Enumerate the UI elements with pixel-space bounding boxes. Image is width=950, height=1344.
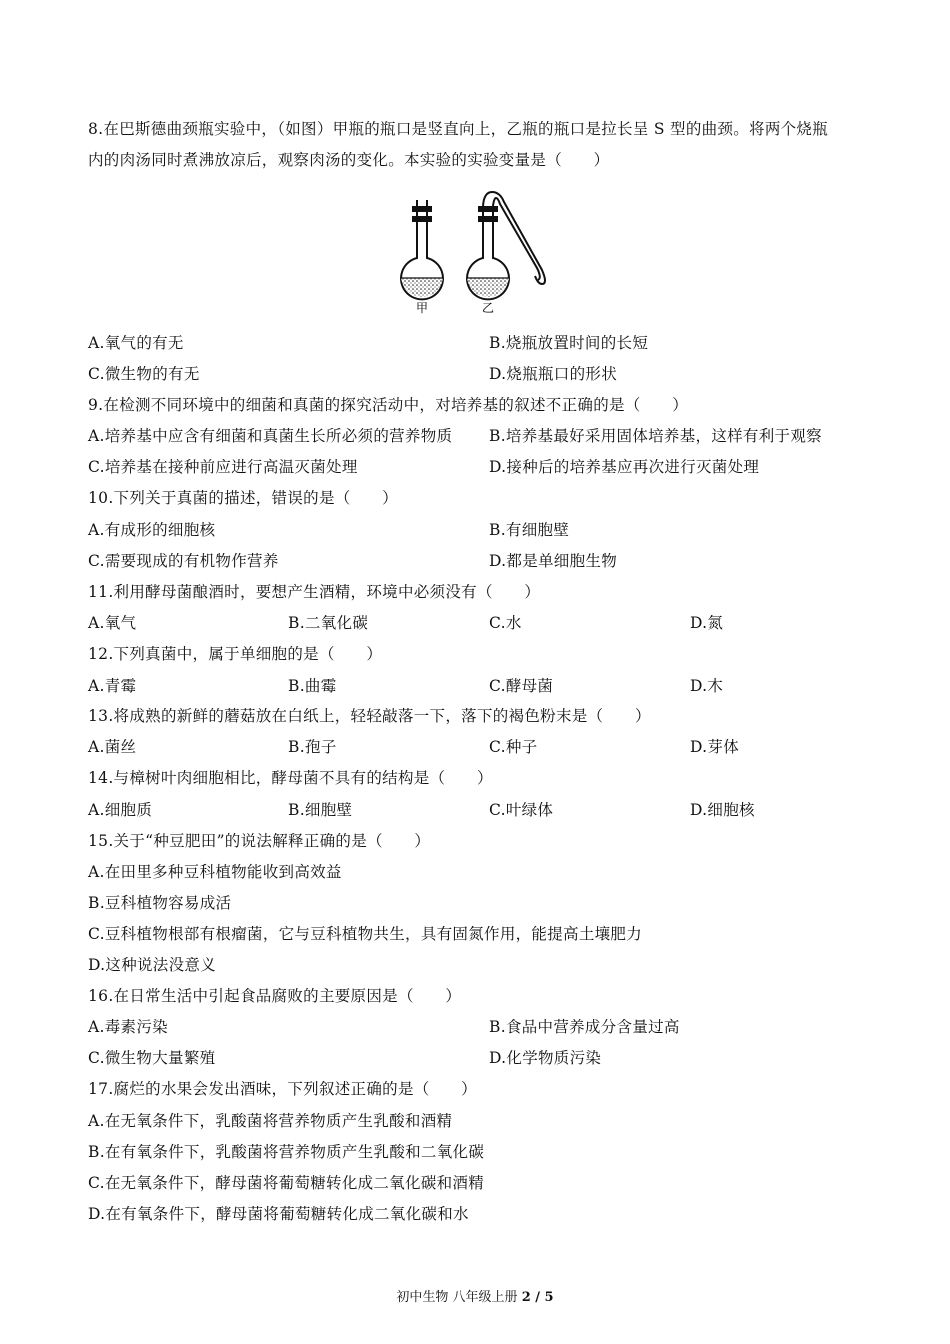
question-14-stem: 14.与樟树叶肉细胞相比，酵母菌不具有的结构是（ ） bbox=[88, 769, 493, 787]
q9-option-d: D.接种后的培养基应再次进行灭菌处理 bbox=[489, 458, 760, 476]
q9-option-a: A.培养基中应含有细菌和真菌生长所必须的营养物质 bbox=[88, 427, 453, 445]
q12-option-c: C.酵母菌 bbox=[489, 677, 554, 695]
q15-option-c: C.豆科植物根部有根瘤菌，它与豆科植物共生，具有固氮作用，能提高土壤肥力 bbox=[88, 925, 643, 943]
q17-option-c: C.在无氧条件下，酵母菌将葡萄糖转化成二氧化碳和酒精 bbox=[88, 1174, 485, 1192]
question-11-stem: 11.利用酵母菌酿酒时，要想产生酒精，环境中必须没有（ ） bbox=[88, 583, 541, 601]
page-footer bbox=[0, 1286, 950, 1305]
question-15-stem: 15.关于“种豆肥田”的说法解释正确的是（ ） bbox=[88, 832, 431, 850]
q16-option-b: B.食品中营养成分含量过高 bbox=[489, 1018, 680, 1036]
q12-option-a: A.青霉 bbox=[88, 677, 137, 695]
q15-option-d: D.这种说法没意义 bbox=[88, 956, 217, 974]
q13-option-d: D.芽体 bbox=[690, 738, 740, 756]
q9-option-b: B.培养基最好采用固体培养基，这样有利于观察 bbox=[489, 427, 822, 445]
q13-option-c: C.种子 bbox=[489, 738, 538, 756]
q14-option-a: A.细胞质 bbox=[88, 801, 153, 819]
q9-option-c: C.培养基在接种前应进行高温灭菌处理 bbox=[88, 458, 358, 476]
q8-option-c: C.微生物的有无 bbox=[88, 365, 200, 383]
q16-option-d: D.化学物质污染 bbox=[489, 1049, 602, 1067]
q17-option-a: A.在无氧条件下，乳酸菌将营养物质产生乳酸和酒精 bbox=[88, 1112, 453, 1130]
page-number: 2 / 5 bbox=[521, 1290, 554, 1305]
flask-diagram bbox=[392, 188, 562, 316]
q14-option-c: C.叶绿体 bbox=[489, 801, 554, 819]
q10-option-a: A.有成形的细胞核 bbox=[88, 521, 216, 539]
q14-option-b: B.细胞壁 bbox=[288, 801, 353, 819]
q15-option-b: B.豆科植物容易成活 bbox=[88, 894, 232, 912]
q12-option-b: B.曲霉 bbox=[288, 677, 337, 695]
q11-option-d: D.氮 bbox=[690, 614, 724, 632]
q11-option-a: A.氧气 bbox=[88, 614, 137, 632]
q15-option-a: A.在田里多种豆科植物能收到高效益 bbox=[88, 863, 342, 881]
q8-option-b: B.烧瓶放置时间的长短 bbox=[489, 334, 649, 352]
q17-option-d: D.在有氧条件下，酵母菌将葡萄糖转化成二氧化碳和水 bbox=[88, 1205, 469, 1223]
q11-option-b: B.二氧化碳 bbox=[288, 614, 369, 632]
flask-label-jia: 甲 bbox=[415, 301, 429, 315]
question-17-stem: 17.腐烂的水果会发出酒味，下列叙述正确的是（ ） bbox=[88, 1080, 477, 1098]
question-9-stem: 9.在检测不同环境中的细菌和真菌的探究活动中，对培养基的叙述不正确的是（ ） bbox=[88, 396, 688, 414]
flask-yi bbox=[464, 192, 545, 300]
q12-option-d: D.木 bbox=[690, 677, 724, 695]
q13-option-a: A.菌丝 bbox=[88, 738, 137, 756]
question-16-stem: 16.在日常生活中引起食品腐败的主要原因是（ ） bbox=[88, 987, 462, 1005]
q11-option-c: C.水 bbox=[489, 614, 522, 632]
question-10-stem: 10.下列关于真菌的描述，错误的是（ ） bbox=[88, 489, 398, 507]
swan-neck-flask-figure bbox=[392, 188, 562, 316]
q14-option-d: D.细胞核 bbox=[690, 801, 755, 819]
q13-option-b: B.孢子 bbox=[288, 738, 337, 756]
q8-option-d: D.烧瓶瓶口的形状 bbox=[489, 365, 618, 383]
question-8-stem-line-1: 8.在巴斯德曲颈瓶实验中，（如图）甲瓶的瓶口是竖直向上，乙瓶的瓶口是拉长呈 S 型的曲颈。将两个烧瓶 bbox=[88, 120, 829, 138]
question-13-stem: 13.将成熟的新鲜的蘑菇放在白纸上，轻轻敲落一下，落下的褐色粉末是（ ） bbox=[88, 707, 651, 725]
q16-option-c: C.微生物大量繁殖 bbox=[88, 1049, 216, 1067]
q17-option-b: B.在有氧条件下，乳酸菌将营养物质产生乳酸和二氧化碳 bbox=[88, 1143, 485, 1161]
q10-option-d: D.都是单细胞生物 bbox=[489, 552, 618, 570]
q10-option-b: B.有细胞壁 bbox=[489, 521, 570, 539]
flask-label-yi: 乙 bbox=[481, 301, 495, 315]
footer-text: 初中生物 八年级上册 bbox=[396, 1290, 522, 1305]
question-12-stem: 12.下列真菌中，属于单细胞的是（ ） bbox=[88, 645, 383, 663]
flask-jia bbox=[398, 200, 448, 300]
question-8-stem-line-2: 内的肉汤同时煮沸放凉后，观察肉汤的变化。本实验的实验变量是（ ） bbox=[88, 151, 610, 169]
q10-option-c: C.需要现成的有机物作营养 bbox=[88, 552, 279, 570]
q8-option-a: A.氧气的有无 bbox=[88, 334, 184, 352]
q16-option-a: A.毒素污染 bbox=[88, 1018, 168, 1036]
